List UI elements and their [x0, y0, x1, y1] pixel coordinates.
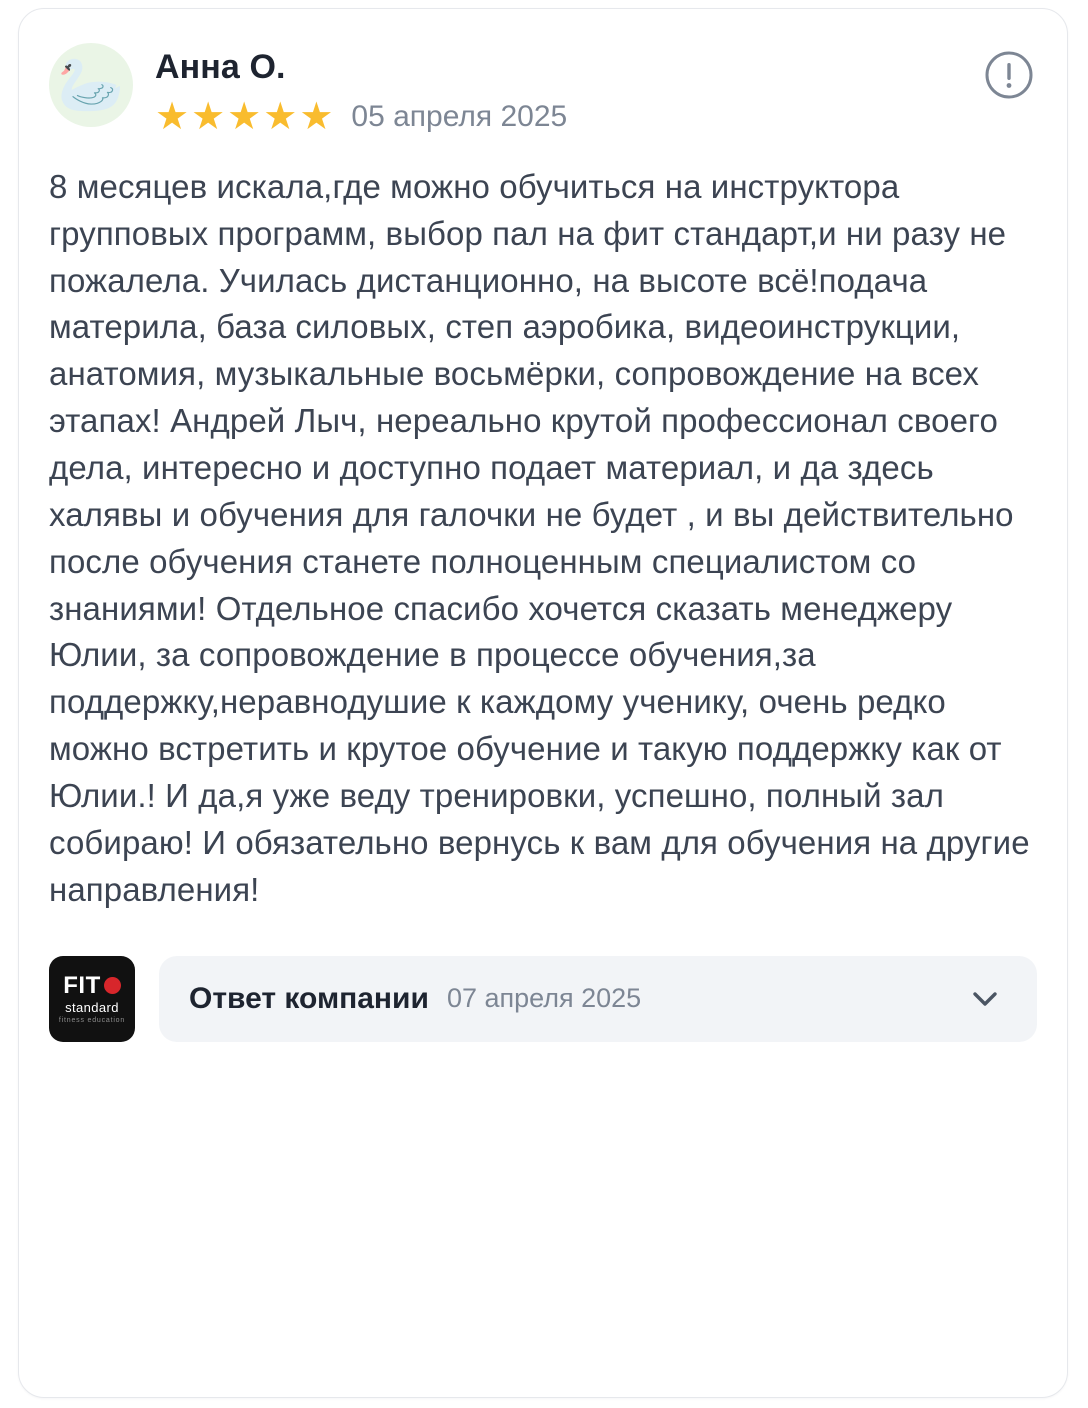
rating-stars — [155, 95, 334, 138]
company-answer-toggle[interactable] — [159, 956, 1037, 1042]
company-answer-date: 07 апреля 2025 — [446, 983, 642, 1014]
avatar — [49, 43, 133, 127]
review-date: 05 апреля 2025 — [351, 99, 568, 133]
company-answer-section — [49, 956, 1037, 1042]
company-logo-tagline: fitness education — [58, 1016, 126, 1024]
exclamation-circle-icon — [983, 49, 1035, 101]
avatar-emoji: 🦢 — [57, 55, 125, 115]
review-text: 8 месяцев искала,где можно обучиться на инструктора групповых программ, выбор пал на фит стандарт,и ни разу не пожалела. Училась дистанционно, на высоте всё!подача материла, база силовых, степ аэробика, видеоинструкции, анатомия, музыкальные восьмёрки, сопровождение на всех этапах! Андрей Лыч, нереально крутой профессионал своего дела, интересно и доступно подает материал, и да здесь халявы и обучения для галочки не будет , и вы действительно после обучения станете полноценным специалистом со знаниями! Отдельное спасибо хочется сказать менеджеру Юлии, за сопровождение в процессе обучения,за поддержку,неравнодушие к каждому ученику, очень редко можно встретить и крутое обучение и такую поддержку как от Юлии.! И да,я уже веду тренировки, успешно, полный зал собираю! И обязательно вернусь к вам для обучения на другие направления! — [49, 167, 1039, 908]
review-author-name: Анна О. — [155, 48, 286, 86]
star-icon: ★ — [263, 95, 298, 138]
company-logo-word: standard — [65, 999, 119, 1015]
review-card — [18, 8, 1068, 1398]
star-icon: ★ — [299, 95, 334, 138]
chevron-down-icon[interactable] — [963, 977, 1007, 1021]
company-logo-brand: FIT — [63, 971, 101, 999]
star-icon: ★ — [227, 95, 262, 138]
company-answer-label: Ответ компании — [189, 981, 429, 1015]
rating-row — [155, 95, 568, 138]
review-header — [49, 43, 1037, 136]
review-author-block — [155, 43, 567, 136]
company-logo-top — [63, 971, 121, 999]
star-icon: ★ — [191, 95, 226, 138]
company-logo-dot-icon — [104, 977, 121, 994]
report-review-button[interactable] — [983, 49, 1035, 101]
star-icon: ★ — [155, 95, 190, 138]
company-logo — [49, 956, 135, 1042]
